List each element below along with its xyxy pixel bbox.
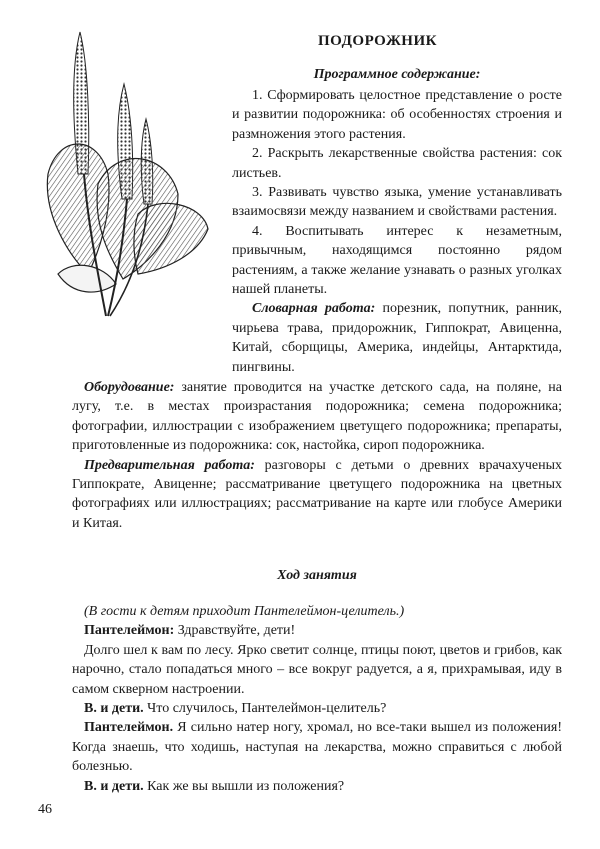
lesson-heading: Ход занятия: [277, 568, 357, 583]
dialogue-text: Здравствуйте, дети!: [174, 623, 296, 639]
dialogue-text: Что случилось, Пантелеймон-целитель?: [143, 701, 387, 717]
dialogue-line-3: [72, 699, 562, 718]
dialogue-text: Я сильно натер ногу, хромал, но все-таки вышел из положения! Когда знаешь, что ходишь, наступая на лекарства, можно справиться с любой болезнью.: [72, 720, 562, 775]
equipment-text: занятие проводится на участке детского сада, на поляне, на лугу, т.е. в местах произрастания подорожника; семена подорожника; фотографии, иллюстрации с изображением цветущего подорожника; препараты, приготовленные из подорожника: сок, настойка, сироп подорожника.: [72, 380, 562, 454]
dialogue-line-1: [72, 621, 562, 640]
page-number: 46: [38, 802, 52, 817]
program-item-1: 1. Сформировать целостное представление о росте и развитии подорожника: об особенностях строения и размножения этого растения.: [232, 88, 562, 142]
program-item-4: 4. Воспитывать интерес к незаметным, привычным, находящимся постоянно рядом растениям, а также желание узнавать о разных уголках нашей планеты.: [232, 223, 562, 298]
preliminary-paragraph: [72, 456, 562, 534]
program-section: [232, 65, 562, 377]
speaker-label: Пантелеймон:: [84, 623, 175, 639]
equipment-paragraph: [72, 378, 562, 456]
equipment-section: [72, 378, 562, 533]
program-heading: Программное содержание:: [313, 67, 481, 82]
preliminary-label: Предварительная работа:: [84, 457, 255, 473]
dialogue-text: Как же вы вышли из положения?: [143, 778, 345, 794]
dialogue-line-5: [72, 777, 562, 796]
speaker-label: В. и дети.: [84, 778, 144, 794]
preliminary-text: разговоры с детьми о древних врачахученых Гиппократе, Авиценне; рассматривание цветущего подорожника на цветных фотографиях или иллюстрациях; рассматривание на карте или глобусе Америки и Китая.: [72, 457, 562, 531]
speaker-label: В. и дети.: [84, 701, 144, 717]
dialogue-text: Долго шел к вам по лесу. Ярко светит солнце, птицы поют, цветов и грибов, как нарочно, стало попадаться много – все вокруг радуется, а я, прихрамывая, иду в самом скверном настроении.: [72, 642, 562, 697]
equipment-label: Оборудование:: [84, 380, 175, 395]
program-item-2: 2. Раскрыть лекарственные свойства растения: сок листьев.: [232, 146, 562, 181]
speaker-label: Пантелеймон.: [84, 720, 174, 736]
vocabulary-paragraph: [232, 299, 562, 377]
vocabulary-text: порезник, попутник, ранник, чирьева трава, придорожник, Гиппократ, Авиценна, Китай, сборщицы, Америка, индейцы, Антарктида, пингвины.: [232, 301, 562, 375]
vocabulary-label: Словарная работа:: [252, 301, 376, 317]
plantain-illustration: [28, 24, 218, 324]
stage-direction: (В гости к детям приходит Пантелеймон-целитель.): [84, 604, 405, 619]
lesson-section: [72, 602, 562, 796]
program-item-3: 3. Развивать чувство языка, умение устанавливать взаимосвязи между названием и свойствами растения.: [232, 185, 562, 220]
page-title: ПОДОРОЖНИК: [318, 33, 437, 49]
dialogue-line-2: [72, 641, 562, 699]
dialogue-line-4: [72, 718, 562, 776]
